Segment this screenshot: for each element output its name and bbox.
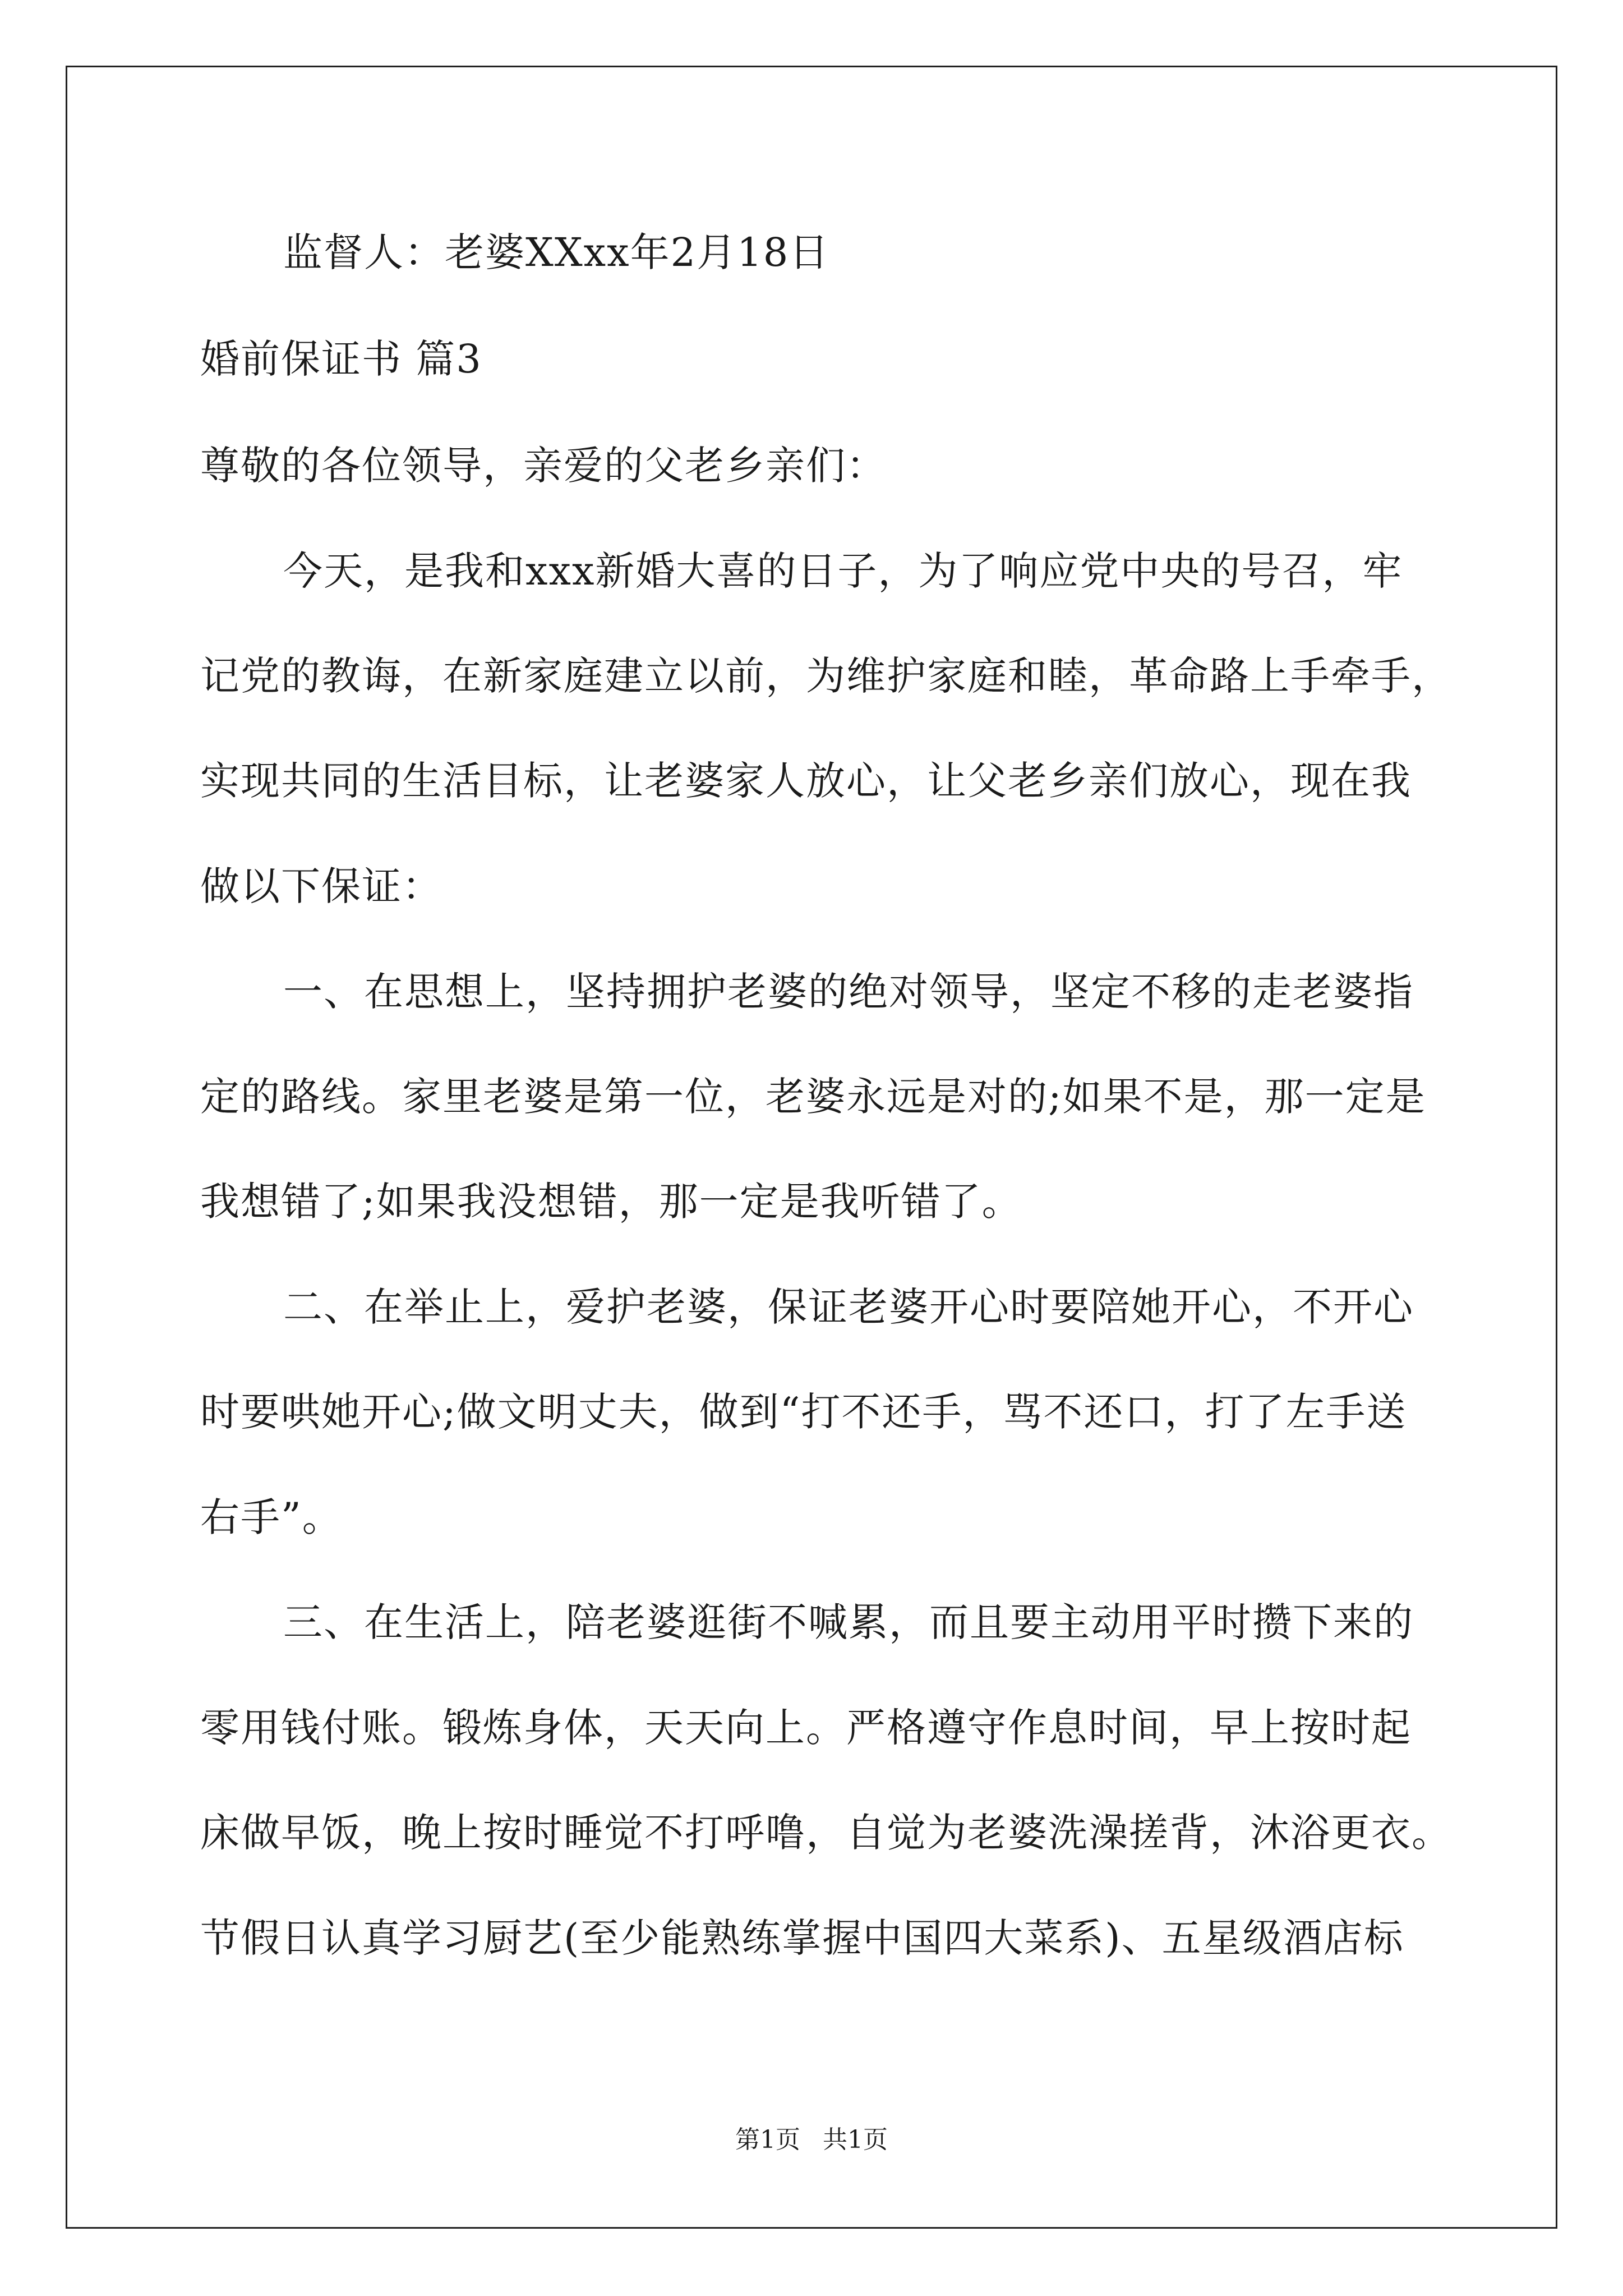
paragraph-line: 实现共同的生活目标，让老婆家人放心，让父老乡亲们放心，现在我 [200,758,1412,804]
page-total: 共1页 [823,2125,888,2154]
paragraph-line: 三、在生活上，陪老婆逛街不喊累，而且要主动用平时攒下来的 [283,1599,1414,1645]
paragraph-line: 床做早饭，晚上按时睡觉不打呼噜，自觉为老婆洗澡搓背，沐浴更衣。 [200,1810,1452,1856]
paragraph-line: 零用钱付账。锻炼身体，天天向上。严格遵守作息时间，早上按时起 [200,1705,1412,1751]
paragraph-line: 我想错了;如果我没想错，那一定是我听错了。 [200,1179,1022,1225]
page-number: 第1页 [735,2125,800,2154]
paragraph-line: 今天，是我和xxx新婚大喜的日子，为了响应党中央的号召，牢 [283,548,1403,594]
paragraph-line: 做以下保证： [200,863,442,909]
page-footer [0,2123,1623,2157]
section-heading: 婚前保证书 篇3 [200,336,482,382]
supervisor-line: 监督人：老婆XXxx年2月18日 [283,229,830,275]
paragraph-line: 记党的教诲，在新家庭建立以前，为维护家庭和睦，革命路上手牵手， [200,653,1452,699]
salutation: 尊敬的各位领导，亲爱的父老乡亲们： [200,443,887,489]
paragraph-line: 节假日认真学习厨艺(至少能熟练掌握中国四大菜系)、五星级酒店标 [200,1915,1404,1961]
paragraph-line: 二、在举止上，爱护老婆，保证老婆开心时要陪她开心，不开心 [283,1284,1414,1330]
paragraph-line: 右手”。 [200,1494,343,1540]
paragraph-line: 时要哄她开心;做文明丈夫，做到“打不还手，骂不还口，打了左手送 [200,1389,1407,1435]
page-border [66,66,1557,2229]
paragraph-line: 一、在思想上，坚持拥护老婆的绝对领导，坚定不移的走老婆指 [283,969,1414,1015]
paragraph-line: 定的路线。家里老婆是第一位，老婆永远是对的;如果不是，那一定是 [200,1074,1426,1120]
